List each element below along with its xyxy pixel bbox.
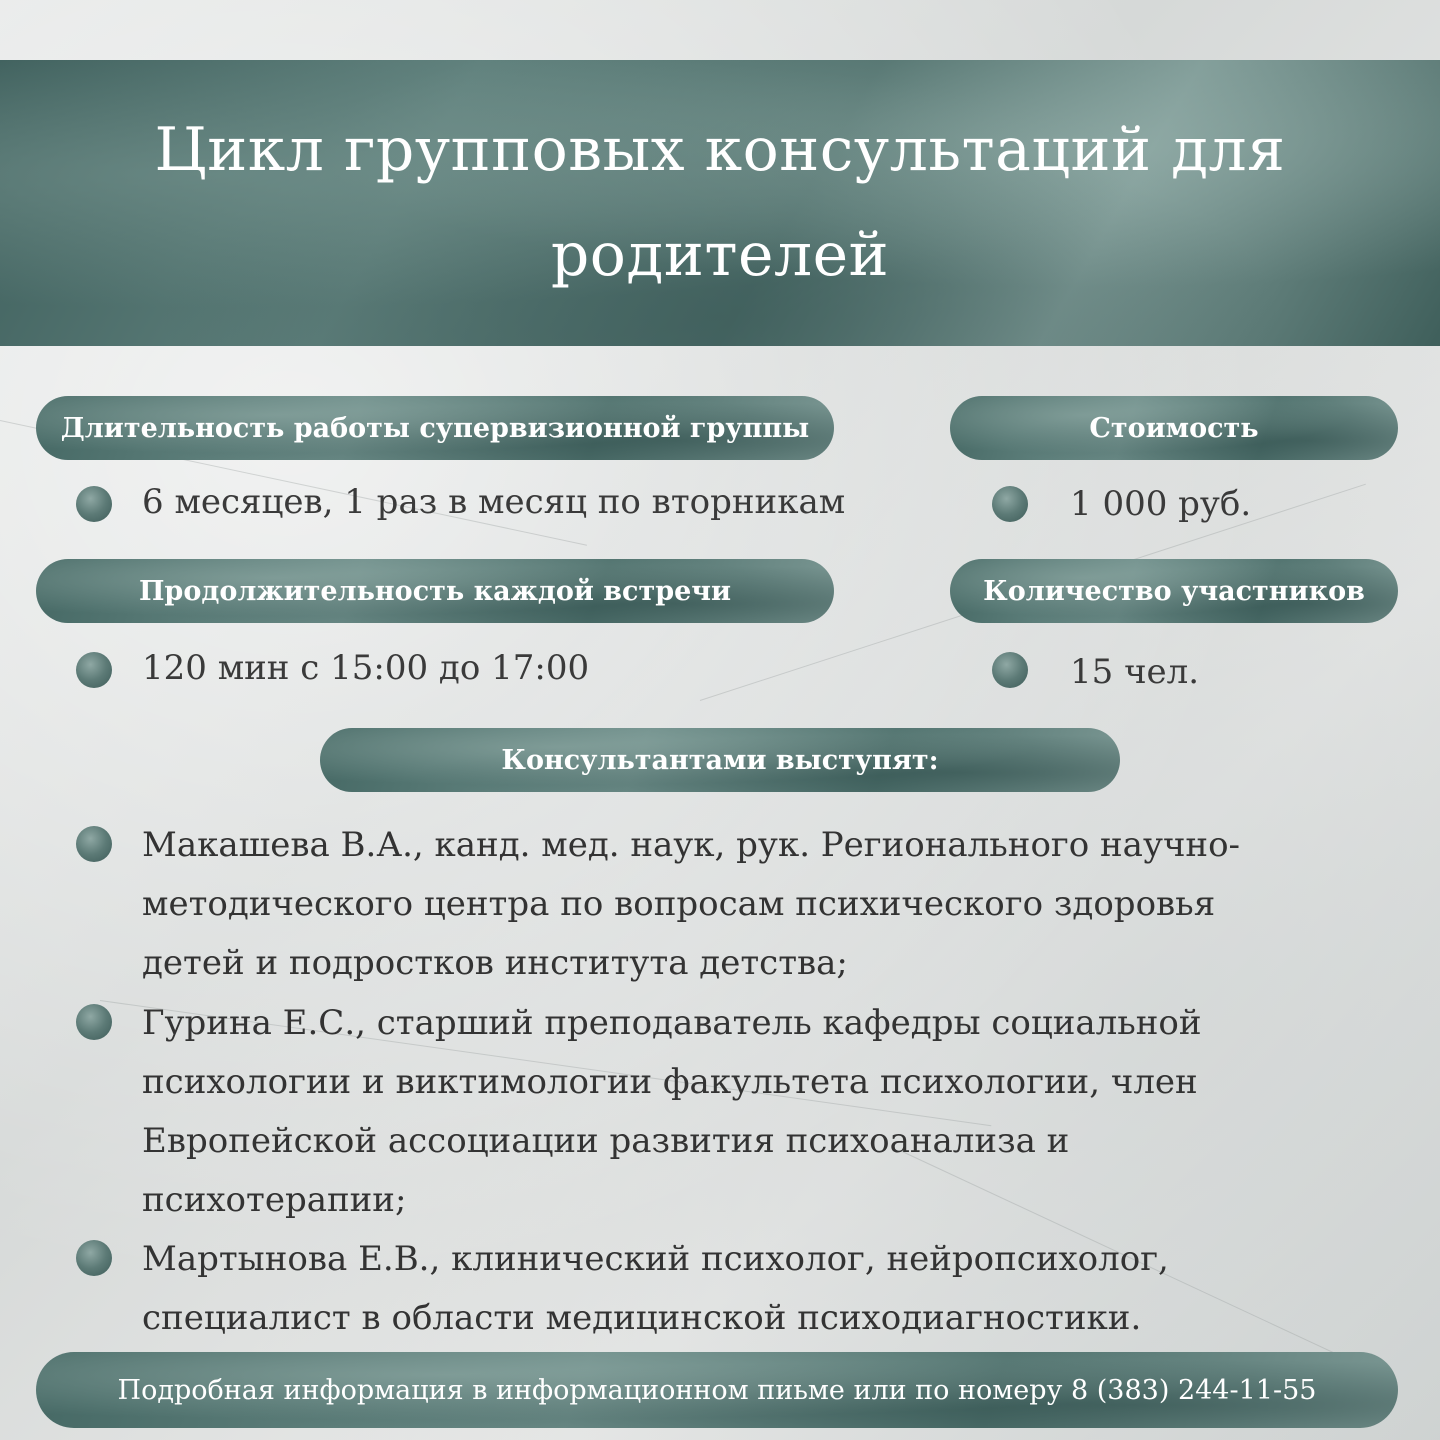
duration-value: 6 месяцев, 1 раз в месяц по вторникам [142,482,846,522]
duration-label-pill [36,396,834,460]
participants-label-pill [950,559,1398,623]
duration-label: Длительность работы супервизионной группы [60,412,810,444]
bullet-icon [76,1004,112,1040]
consultant-item: Гурина Е.С., старший преподаватель кафедры социальной психологии и виктимологии факультета психологии, член Европейской ассоциации развития психоанализа и психотерапии; [142,1003,1202,1220]
participants-value: 15 чел. [1070,652,1200,692]
meeting-label-pill [36,559,834,623]
cost-value: 1 000 руб. [1070,484,1252,524]
bullet-icon [76,1240,112,1276]
page-title: Цикл групповых консультаций для родителей [154,115,1286,290]
consultant-item: Мартынова Е.В., клинический психолог, нейропсихолог, специалист в области медицинской психодиагностики. [142,1239,1169,1338]
participants-label: Количество участников [983,575,1365,607]
bullet-icon [992,486,1028,522]
consultants-heading: Консультантами выступят: [501,744,939,776]
bullet-icon [76,486,112,522]
meeting-label: Продолжительность каждой встречи [138,575,732,607]
bullet-icon [992,652,1028,688]
consultants-heading-pill [320,728,1120,792]
title-banner [0,60,1440,346]
cost-label: Стоимость [1089,412,1259,444]
bullet-icon [76,652,112,688]
meeting-value: 120 мин с 15:00 до 17:00 [142,648,590,688]
bullet-icon [76,826,112,862]
footer-pill [36,1352,1398,1428]
cost-label-pill [950,396,1398,460]
consultant-item: Макашева В.А., канд. мед. наук, рук. Регионального научно-методического центра по вопросам психического здоровья детей и подростков института детства; [142,825,1241,983]
footer-info: Подробная информация в информационном пиьме или по номеру 8 (383) 244-11-55 [117,1374,1317,1406]
